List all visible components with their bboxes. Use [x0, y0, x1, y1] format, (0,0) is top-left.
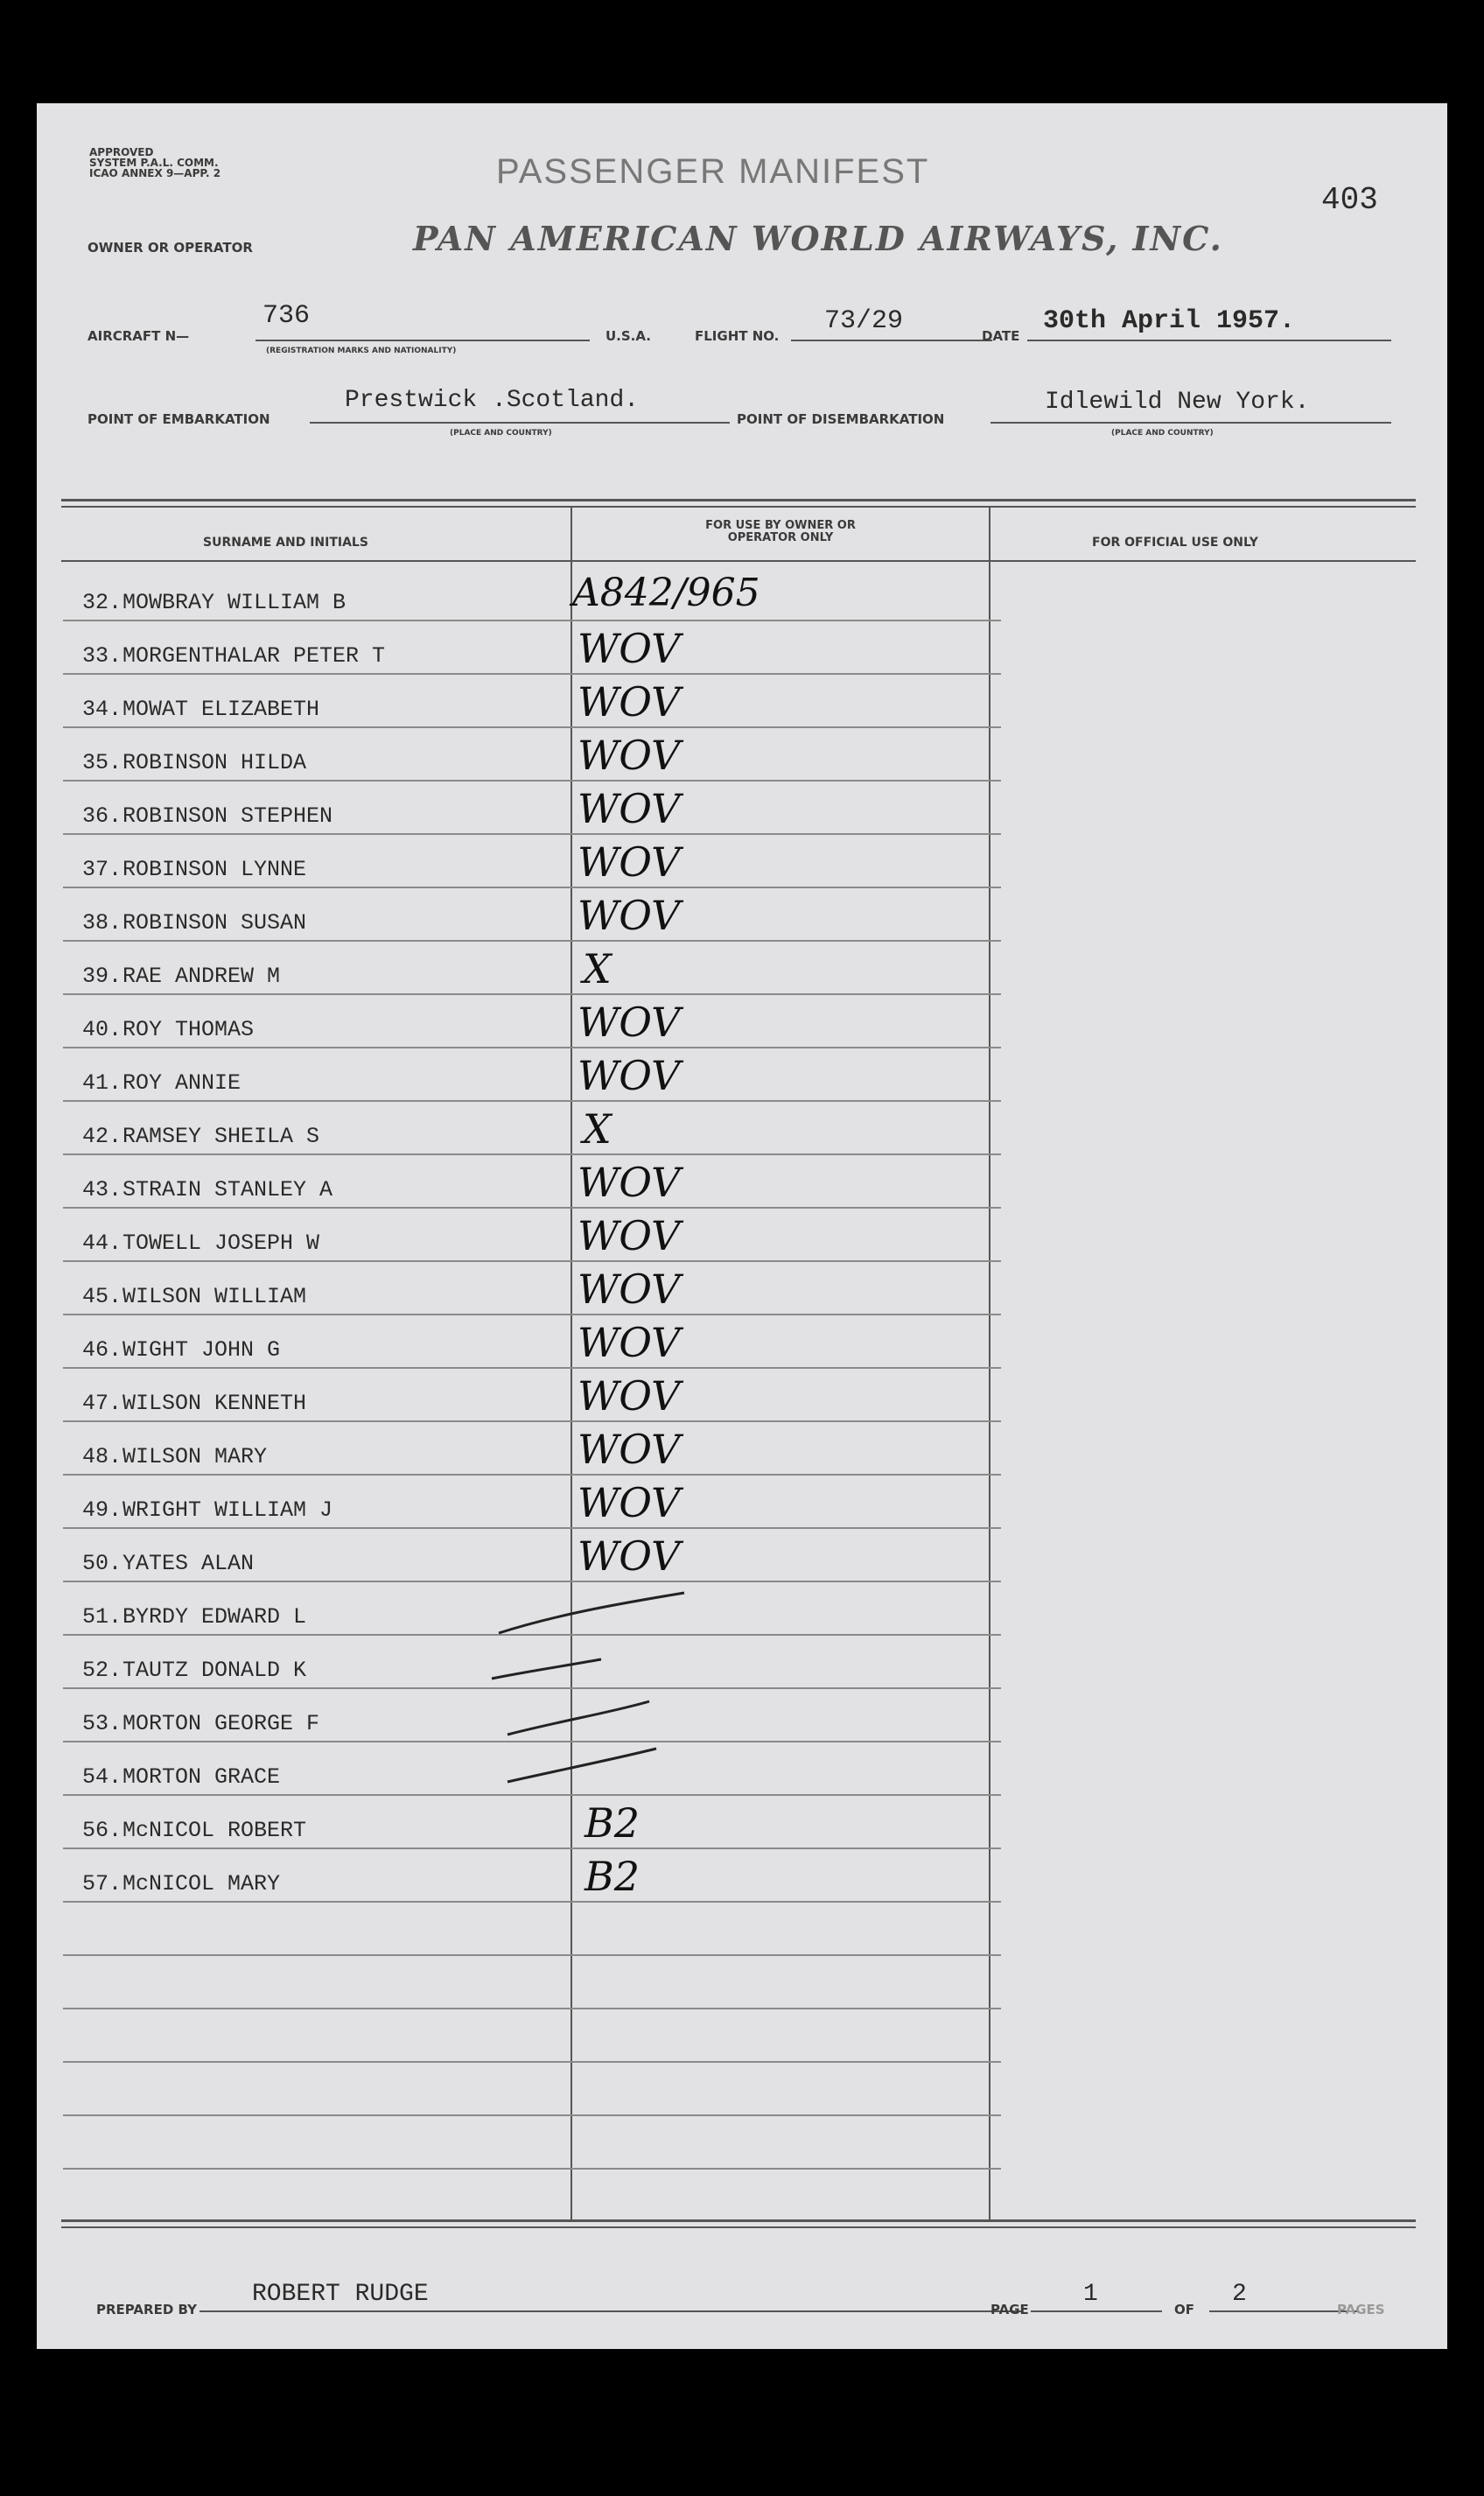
of-label: OF [1174, 2302, 1194, 2317]
handwritten-mark: X [583, 1105, 612, 1153]
handwritten-mark: WOV [578, 892, 681, 939]
col-header-owner: FOR USE BY OWNER OR OPERATOR ONLY [705, 519, 856, 544]
row-number: 49. [82, 1497, 122, 1523]
disembark-label: POINT OF DISEMBARKATION [737, 411, 945, 427]
usa-label: U.S.A. [606, 328, 651, 344]
row-number: 40. [82, 1017, 122, 1042]
row-number: 48. [82, 1444, 122, 1469]
row-number: 52. [82, 1658, 122, 1683]
handwritten-mark: WOV [578, 1479, 681, 1526]
row-number: 34. [82, 697, 122, 722]
passenger-name: McNICOL MARY [122, 1871, 281, 1897]
passenger-name: MORTON GEORGE F [122, 1711, 320, 1736]
passenger-name: YATES ALAN [122, 1551, 255, 1576]
strike-line [509, 1788, 649, 1813]
aircraft-label: AIRCRAFT N— [88, 328, 190, 344]
row-number: 50. [82, 1551, 122, 1576]
row-number: 41. [82, 1070, 122, 1096]
row-number: 35. [82, 750, 122, 775]
passenger-name: ROBINSON SUSAN [122, 910, 307, 936]
strike-line [508, 1749, 656, 1782]
handwritten-mark: WOV [578, 1266, 681, 1313]
row-number: 53. [82, 1711, 122, 1736]
page-label: PAGE [990, 2302, 1029, 2317]
row-number: 32. [82, 590, 122, 615]
passenger-name: McNICOL ROBERT [122, 1818, 307, 1843]
stamp-line: ICAO ANNEX 9—APP. 2 [89, 167, 221, 179]
embark-label: POINT OF EMBARKATION [88, 411, 270, 427]
page-value: 1 [1083, 2281, 1098, 2308]
corner-page-number: 403 [1321, 182, 1378, 218]
row-number: 42. [82, 1124, 122, 1149]
handwritten-mark: WOV [578, 838, 681, 886]
strike-line [499, 1593, 684, 1633]
passenger-name: WIGHT JOHN G [122, 1337, 281, 1363]
handwritten-mark: B2 [584, 1853, 640, 1900]
aircraft-value: 736 [262, 301, 311, 331]
handwritten-mark: WOV [578, 1372, 681, 1420]
prepared-by-value: ROBERT RUDGE [252, 2281, 429, 2308]
handwritten-mark: WOV [578, 1159, 681, 1206]
prepared-label: PREPARED BY [96, 2302, 197, 2317]
passenger-name: RAMSEY SHEILA S [122, 1124, 320, 1149]
stamp-line: SYSTEM P.A.L. COMM. [89, 157, 219, 169]
passenger-name: STRAIN STANLEY A [122, 1177, 333, 1202]
passenger-name: ROBINSON HILDA [122, 750, 307, 775]
passenger-name: MORTON GRACE [122, 1764, 281, 1790]
handwritten-mark: WOV [578, 625, 681, 672]
owner-label: OWNER OR OPERATOR [88, 240, 253, 256]
handwritten-mark: WOV [578, 1052, 681, 1099]
handwritten-mark: WOV [578, 678, 681, 726]
pages-label: PAGES [1337, 2302, 1385, 2317]
passenger-name: TAUTZ DONALD K [122, 1658, 307, 1683]
row-number: 36. [82, 803, 122, 829]
handwritten-mark: WOV [578, 785, 681, 832]
handwritten-mark: WOV [578, 1212, 681, 1259]
embark-value: Prestwick .Scotland. [345, 387, 640, 414]
handwritten-mark: WOV [578, 732, 681, 779]
row-number: 45. [82, 1284, 122, 1309]
date-label: DATE [982, 328, 1020, 344]
pages-total-value: 2 [1232, 2281, 1247, 2308]
row-number: 33. [82, 643, 122, 669]
passenger-name: ROY ANNIE [122, 1070, 242, 1096]
disembark-value: Idlewild New York. [1045, 389, 1310, 416]
row-number: 46. [82, 1337, 122, 1363]
place-note: (PLACE AND COUNTRY) [450, 429, 552, 438]
passenger-name: WILSON MARY [122, 1444, 268, 1469]
flight-label: FLIGHT NO. [695, 328, 780, 344]
passenger-name: WILSON KENNETH [122, 1391, 307, 1416]
handwritten-mark: B2 [584, 1799, 640, 1847]
passenger-name: ROBINSON STEPHEN [122, 803, 333, 829]
col-header-surname: SURNAME AND INITIALS [203, 536, 368, 550]
row-number: 37. [82, 857, 122, 882]
row-number: 44. [82, 1230, 122, 1256]
passenger-name: ROY THOMAS [122, 1017, 255, 1042]
handwritten-mark: WOV [578, 1319, 681, 1366]
prepared-rule [200, 2310, 1022, 2312]
manifest-sheet [37, 103, 1447, 2349]
passenger-name: MOWBRAY WILLIAM B [122, 590, 346, 615]
handwritten-mark: X [583, 945, 612, 992]
handwritten-mark: WOV [578, 1426, 681, 1473]
row-number: 51. [82, 1604, 122, 1630]
date-value: 30th April 1957. [1043, 306, 1296, 336]
passenger-name: BYRDY EDWARD L [122, 1604, 307, 1630]
strike-line [492, 1659, 601, 1679]
pages-rule [1209, 2310, 1358, 2312]
handwritten-strokes [37, 103, 1447, 2349]
row-number: 43. [82, 1177, 122, 1202]
passenger-name: WRIGHT WILLIAM J [122, 1497, 333, 1523]
passenger-name: MOWAT ELIZABETH [122, 697, 320, 722]
handwritten-mark: WOV [578, 1532, 681, 1580]
passenger-name: ROBINSON LYNNE [122, 857, 307, 882]
flight-value: 73/29 [824, 306, 904, 336]
operator-name: PAN AMERICAN WORLD AIRWAYS, INC. [413, 219, 1223, 258]
passenger-name: RAE ANDREW M [122, 964, 281, 989]
stamp-line: APPROVED [89, 146, 154, 158]
row-number: 54. [82, 1764, 122, 1790]
handwritten-mark: WOV [578, 999, 681, 1046]
row-number: 47. [82, 1391, 122, 1416]
page-title: PASSENGER MANIFEST [496, 152, 930, 191]
page-rule [1031, 2310, 1162, 2312]
passenger-name: WILSON WILLIAM [122, 1284, 307, 1309]
passenger-name: MORGENTHALAR PETER T [122, 643, 386, 669]
strike-line [508, 1701, 649, 1735]
handwritten-mark: A842/965 [572, 571, 760, 615]
row-number: 56. [82, 1818, 122, 1843]
row-number: 38. [82, 910, 122, 936]
place-note: (PLACE AND COUNTRY) [1111, 429, 1214, 438]
row-number: 57. [82, 1871, 122, 1897]
passenger-name: TOWELL JOSEPH W [122, 1230, 320, 1256]
row-number: 39. [82, 964, 122, 989]
registration-note: (REGISTRATION MARKS AND NATIONALITY) [266, 347, 457, 355]
col-header-official: FOR OFFICIAL USE ONLY [1092, 536, 1258, 550]
